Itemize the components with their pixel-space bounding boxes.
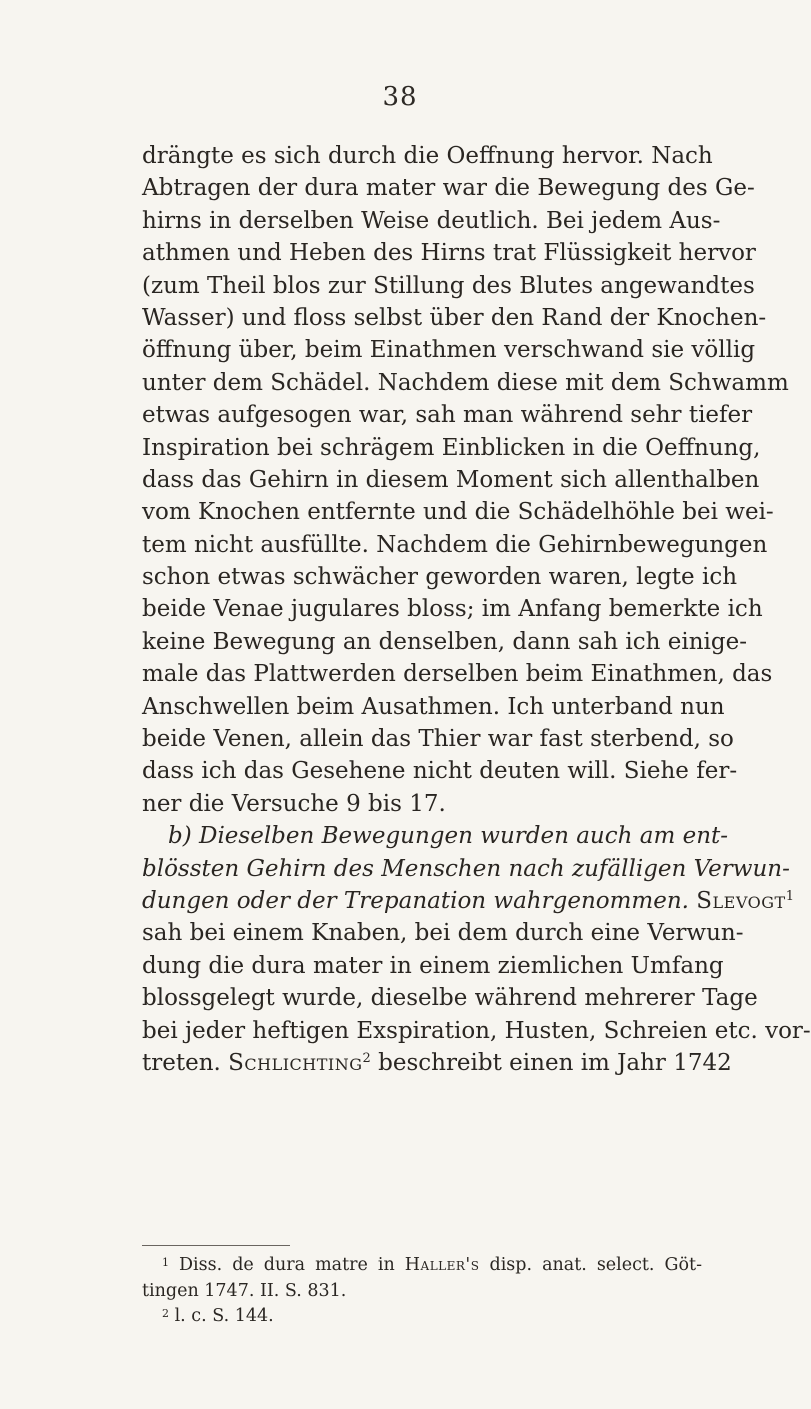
text-line: sah bei einem Knaben, bei dem durch eine Verwun- — [142, 920, 744, 947]
text-line: unter dem Schädel. Nachdem diese mit dem Schwamm — [142, 369, 789, 396]
text-line: bei jeder heftigen Exspiration, Husten, Schreien etc. vor- — [142, 1017, 811, 1044]
text-line: dung die dura mater in einem ziemlichen Umfang — [142, 952, 724, 979]
text-line: athmen und Heben des Hirns trat Flüssigkeit hervor — [142, 240, 756, 267]
text-line: (zum Theil blos zur Stillung des Blutes angewandtes — [142, 272, 755, 299]
footnote-mark-1: 1 — [162, 1256, 169, 1269]
text-line: Wasser) und floss selbst über den Rand der Knochen- — [142, 304, 767, 331]
text-line: vom Knochen entfernte und die Schädelhöhle bei wei- — [142, 499, 774, 526]
text-line: tem nicht ausfüllte. Nachdem die Gehirnbewegungen — [142, 531, 768, 558]
text-line: blossgelegt wurde, dieselbe während mehrerer Tage — [142, 985, 758, 1012]
author-name-haller: Haller's — [404, 1255, 480, 1275]
section-b-heading-end: dungen oder der Trepanation wahrgenommen. — [142, 887, 689, 914]
footnotes — [142, 1253, 702, 1330]
text-line: keine Bewegung an denselben, dann sah ich einige- — [142, 628, 747, 655]
text-line: beide Venae jugulares bloss; im Anfang bemerkte ich — [142, 596, 763, 623]
footnote-2 — [142, 1304, 702, 1330]
footnote-1 — [142, 1253, 702, 1279]
footnote-text: Diss. de dura matre in — [179, 1255, 395, 1275]
text-line: öffnung über, beim Einathmen verschwand sie völlig — [142, 337, 756, 364]
text-line: hirns in derselben Weise deutlich. Bei jedem Aus- — [142, 207, 721, 234]
author-name-schlichting: Schlichting — [228, 1049, 363, 1076]
text-line: dass ich das Gesehene nicht deuten will. Siehe fer- — [142, 758, 738, 785]
footnote-mark-2: 2 — [162, 1307, 169, 1320]
author-name-slevogt: Slevogt — [696, 887, 786, 914]
text-line: beide Venen, allein das Thier war fast sterbend, so — [142, 726, 734, 753]
text-line — [142, 885, 794, 917]
footnote-text: l. c. S. 144. — [174, 1306, 274, 1326]
text-line: Inspiration bei schrägem Einblicken in die Oeffnung, — [142, 434, 761, 461]
footnote-text: disp. anat. select. Göt- — [489, 1255, 702, 1275]
text-line: dass das Gehirn in diesem Moment sich allenthalben — [142, 466, 760, 493]
text-line: ner die Versuche 9 bis 17. — [142, 790, 446, 817]
footnote-1-cont: tingen 1747. II. S. 831. — [142, 1280, 347, 1301]
footnote-ref-1[interactable]: 1 — [785, 888, 794, 904]
footnote-divider — [142, 1245, 290, 1246]
text-fragment: beschreibt einen im Jahr 1742 — [378, 1049, 732, 1076]
text-line: drängte es sich durch die Oeffnung hervor. Nach — [142, 143, 713, 169]
text-line: male das Plattwerden derselben beim Einathmen, das — [142, 661, 773, 688]
section-b-heading-cont: blössten Gehirn des Menschen nach zufälligen Verwun- — [142, 855, 790, 882]
body-text — [142, 140, 811, 1079]
text-fragment: treten. — [142, 1049, 221, 1076]
text-line: etwas aufgesogen war, sah man während sehr tiefer — [142, 402, 753, 429]
section-b-heading: b) Dieselben Bewegungen wurden auch am ent- — [168, 823, 729, 850]
footnote-ref-2[interactable]: 2 — [362, 1050, 371, 1066]
text-line: schon etwas schwächer geworden waren, legte ich — [142, 564, 738, 591]
text-line — [142, 1047, 732, 1079]
page-number: 38 — [382, 82, 418, 112]
text-line: Anschwellen beim Ausathmen. Ich unterband nun — [142, 693, 725, 720]
text-line: Abtragen der dura mater war die Bewegung des Ge- — [142, 175, 755, 202]
